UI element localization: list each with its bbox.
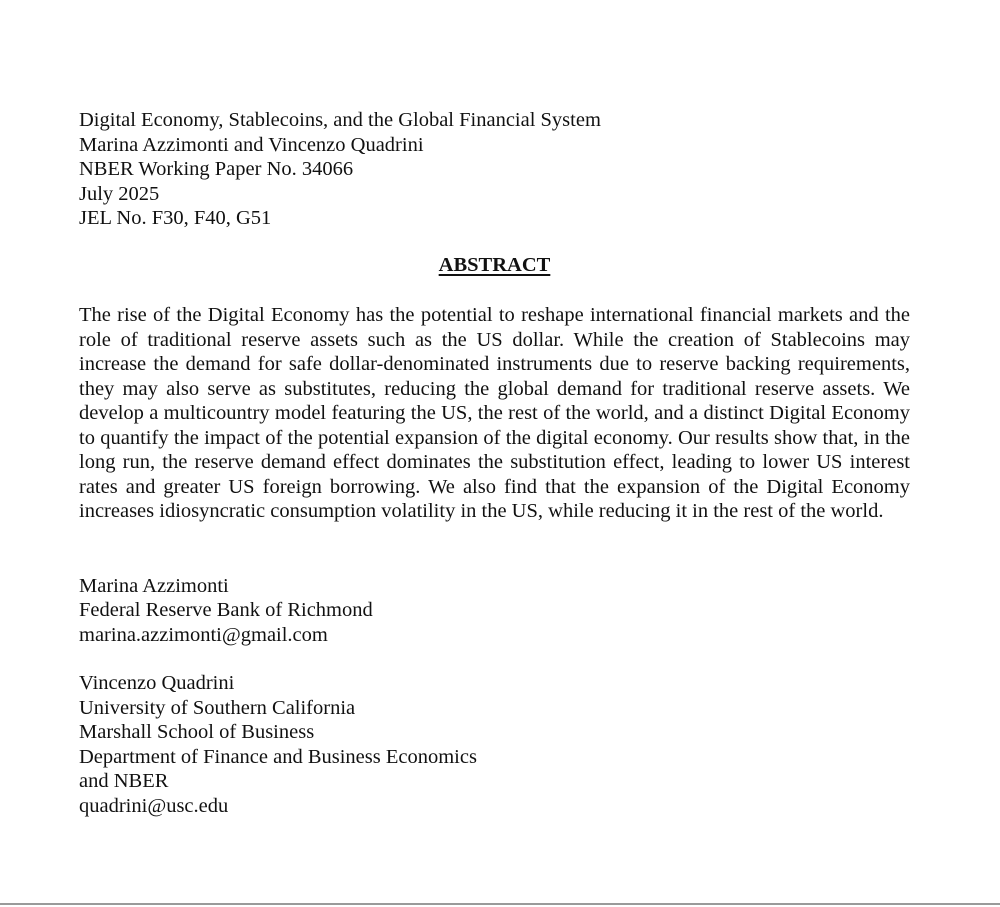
- author-email: marina.azzimonti@gmail.com: [79, 623, 328, 646]
- paper-page: [79, 108, 910, 818]
- author-email: quadrini@usc.edu: [79, 794, 229, 817]
- abstract-heading: ABSTRACT: [438, 253, 551, 276]
- author-affiliation: Department of Finance and Business Economics: [79, 745, 477, 768]
- page-bottom-rule: [0, 903, 1000, 905]
- author-name: Vincenzo Quadrini: [79, 672, 235, 694]
- author-affiliation: and NBER: [79, 770, 169, 792]
- author-affiliation: Marshall School of Business: [79, 721, 315, 743]
- author-contact-quadrini: [79, 671, 910, 818]
- paper-title: Digital Economy, Stablecoins, and the Global Financial System: [79, 109, 601, 131]
- author-affiliation: University of Southern California: [79, 696, 356, 719]
- author-name: Marina Azzimonti: [79, 574, 229, 597]
- author-contact-azzimonti: [79, 574, 910, 648]
- author-affiliation: Federal Reserve Bank of Richmond: [79, 599, 373, 621]
- publication-date: July 2025: [79, 182, 160, 205]
- abstract-text: The rise of the Digital Economy has the potential to reshape international financial markets and the role of traditional reserve assets such as the US dollar. While the creation of Stablecoins may increase the demand for safe dollar-denominated instruments due to reserve backing requirements, they may also serve as substitutes, reducing the global demand for traditional reserve assets. We develop a multicountry model featuring the US, the rest of the world, and a distinct Digital Economy to quantify the impact of the potential expansion of the digital economy. Our results show that, in the long run, the reserve demand effect dominates the substitution effect, leading to lower US interest rates and greater US foreign borrowing. We also find that the expansion of the Digital Economy increases idiosyncratic consumption volatility in the US, while reducing it in the rest of the world.: [79, 304, 910, 522]
- paper-authors: Marina Azzimonti and Vincenzo Quadrini: [79, 133, 424, 156]
- working-paper-number: NBER Working Paper No. 34066: [79, 158, 354, 180]
- jel-codes: JEL No. F30, F40, G51: [79, 207, 272, 229]
- paper-header: [79, 108, 910, 231]
